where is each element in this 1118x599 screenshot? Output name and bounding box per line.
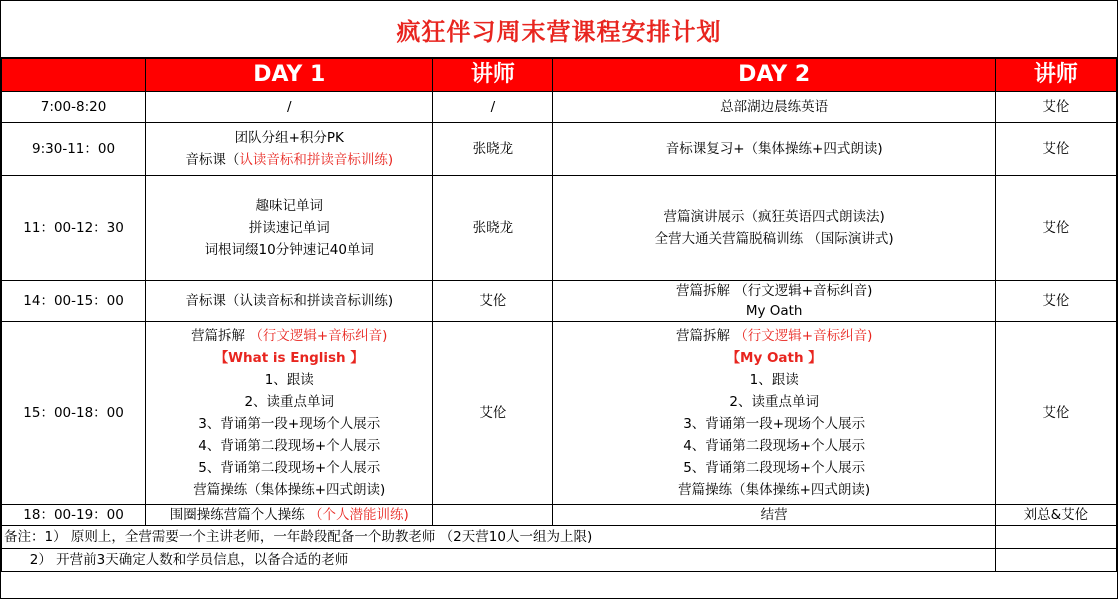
day1-line: 2、读重点单词 bbox=[244, 394, 335, 410]
header-day1: DAY 1 bbox=[146, 59, 433, 92]
day2-line bbox=[553, 325, 994, 347]
day2-red-text: （行文逻辑+音标纠音) bbox=[734, 328, 873, 344]
page-title: 疯狂伴习周末营课程安排计划 bbox=[1, 1, 1117, 58]
day2-line: 5、背诵第二段现场+个人展示 bbox=[683, 460, 866, 476]
day1-line: 5、背诵第二段现场+个人展示 bbox=[198, 460, 381, 476]
teacher2-cell: 刘总&艾伦 bbox=[995, 505, 1116, 526]
day1-line bbox=[146, 149, 432, 171]
time-cell: 9:30-11：00 bbox=[2, 123, 146, 176]
day2-cell bbox=[553, 322, 995, 505]
time-cell: 18：00-19：00 bbox=[2, 505, 146, 526]
day1-essay-title: 【What is English 】 bbox=[214, 350, 364, 366]
header-day2: DAY 2 bbox=[553, 59, 995, 92]
day2-cell: 总部湖边晨练英语 bbox=[553, 92, 995, 123]
day2-line: 3、背诵第一段+现场个人展示 bbox=[683, 416, 866, 432]
teacher2-cell: 艾伦 bbox=[995, 281, 1116, 322]
day1-cell: 音标课（认读音标和拼读音标训练) bbox=[146, 281, 433, 322]
day1-line: 4、背诵第二段现场+个人展示 bbox=[198, 438, 381, 454]
day2-line: My Oath bbox=[745, 303, 803, 319]
header-time bbox=[2, 59, 146, 92]
note-text: 备注：1） 原则上，全营需要一个主讲老师，一年龄段配备一个助教老师 （2天营10人一组为上限) bbox=[2, 526, 996, 549]
teacher2-cell: 艾伦 bbox=[995, 176, 1116, 281]
header-row bbox=[2, 59, 1117, 92]
day2-cell bbox=[553, 281, 995, 322]
day1-line: 1、跟读 bbox=[264, 372, 314, 388]
note-empty bbox=[995, 549, 1116, 572]
table-row bbox=[2, 322, 1117, 505]
time-cell: 11：00-12：30 bbox=[2, 176, 146, 281]
day2-line: 全营大通关营篇脱稿训练 （国际演讲式) bbox=[654, 231, 894, 247]
day2-cell: 结营 bbox=[553, 505, 995, 526]
day2-essay-title: 【My Oath 】 bbox=[726, 350, 822, 366]
day2-line: 4、背诵第二段现场+个人展示 bbox=[683, 438, 866, 454]
day1-cell bbox=[146, 176, 433, 281]
note-row bbox=[2, 549, 1117, 572]
teacher1-cell: 艾伦 bbox=[433, 281, 553, 322]
table-row bbox=[2, 92, 1117, 123]
day1-text: 围圈操练营篇个人操练 bbox=[169, 507, 309, 523]
day1-red-text: 认读音标和拼读音标训练) bbox=[239, 152, 394, 168]
day2-line: 2、读重点单词 bbox=[729, 394, 819, 410]
header-teacher2: 讲师 bbox=[995, 59, 1116, 92]
day1-line: 趣味记单词 bbox=[255, 198, 323, 214]
note-row bbox=[2, 526, 1117, 549]
day1-line: 词根词缀10分钟速记40单词 bbox=[204, 242, 374, 258]
day1-red-text: （个人潜能训练) bbox=[309, 507, 409, 523]
day1-line bbox=[146, 325, 432, 347]
day1-red-text: （行文逻辑+音标纠音) bbox=[249, 328, 388, 344]
teacher2-cell: 艾伦 bbox=[995, 123, 1116, 176]
day2-line: 营篇拆解 （行文逻辑+音标纠音) bbox=[675, 283, 873, 299]
time-cell: 7:00-8:20 bbox=[2, 92, 146, 123]
note-empty bbox=[995, 526, 1116, 549]
day1-text: 营篇拆解 bbox=[191, 328, 250, 344]
day1-line: 营篇操练（集体操练+四式朗读) bbox=[193, 482, 386, 498]
teacher2-cell: 艾伦 bbox=[995, 322, 1116, 505]
day2-cell bbox=[553, 176, 995, 281]
day2-cell: 音标课复习+（集体操练+四式朗读) bbox=[553, 123, 995, 176]
day2-line: 营篇操练（集体操练+四式朗读) bbox=[678, 482, 871, 498]
teacher1-cell: / bbox=[433, 92, 553, 123]
day1-line: 拼读速记单词 bbox=[248, 220, 330, 236]
day1-cell bbox=[146, 123, 433, 176]
time-cell: 15：00-18：00 bbox=[2, 322, 146, 505]
day1-cell bbox=[146, 505, 433, 526]
table-row bbox=[2, 176, 1117, 281]
teacher1-cell: 张晓龙 bbox=[433, 123, 553, 176]
day2-line: 1、跟读 bbox=[749, 372, 799, 388]
teacher2-cell: 艾伦 bbox=[995, 92, 1116, 123]
day1-cell bbox=[146, 322, 433, 505]
table-row bbox=[2, 123, 1117, 176]
day1-cell: / bbox=[146, 92, 433, 123]
teacher1-cell bbox=[433, 505, 553, 526]
table-row bbox=[2, 505, 1117, 526]
note-text: 2） 开营前3天确定人数和学员信息，以备合适的老师 bbox=[2, 549, 996, 572]
teacher1-cell: 艾伦 bbox=[433, 322, 553, 505]
day1-text: 音标课（ bbox=[185, 152, 240, 168]
schedule-table bbox=[1, 58, 1117, 572]
teacher1-cell: 张晓龙 bbox=[433, 176, 553, 281]
time-cell: 14：00-15：00 bbox=[2, 281, 146, 322]
day2-text: 营篇拆解 bbox=[675, 328, 735, 344]
day1-line: 团队分组+积分PK bbox=[234, 130, 344, 146]
header-teacher1: 讲师 bbox=[433, 59, 553, 92]
table-row bbox=[2, 281, 1117, 322]
day2-line: 营篇演讲展示（疯狂英语四式朗读法) bbox=[663, 209, 885, 225]
day1-line: 3、背诵第一段+现场个人展示 bbox=[198, 416, 381, 432]
